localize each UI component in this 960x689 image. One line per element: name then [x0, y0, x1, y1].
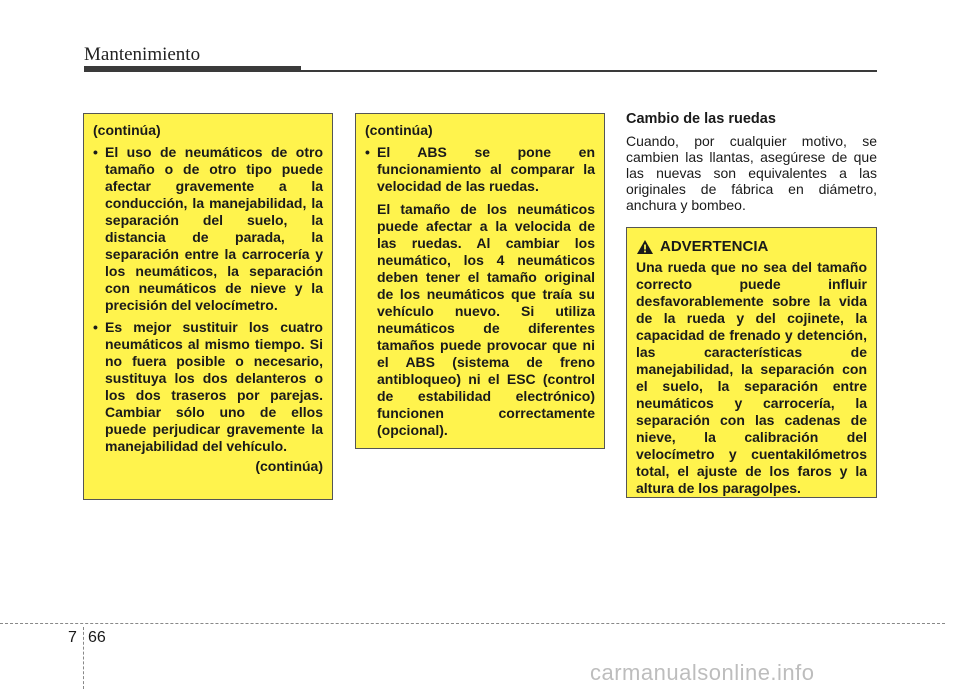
continued-label: (continúa): [93, 122, 161, 138]
section-heading: Cambio de las ruedas: [626, 111, 776, 127]
watermark: carmanualsonline.info: [590, 660, 815, 685]
warning-header: [636, 238, 867, 255]
caution-list: [365, 144, 595, 195]
footer-rule: [0, 623, 945, 624]
chapter-number: 7: [68, 629, 77, 646]
wheel-change-section: [626, 111, 877, 213]
caution-list: [93, 144, 323, 455]
continued-caution-box-1: [83, 113, 333, 500]
warning-title: ADVERTENCIA: [660, 238, 769, 255]
warning-body: Una rueda que no sea del tamaño correcto puede influir desfavorablemente sobre la vida de la rueda y del cojinete, la capacidad de frenado y detención, las características de manejabilidad, la separación con el suelo, la separación entre neumáticos y carrocería, la separación con las cadenas de nieve, la calibración del velocímetro y cuentakilómetros total, el ajuste de los faros y la altura de los paragolpes.: [636, 259, 867, 496]
section-title: Mantenimiento: [84, 44, 201, 65]
caution-item: • Es mejor sustituir los cuatro neumáticos al mismo tiempo. Si no fuera posible o necesario, sustituya los dos delanteros o los dos traseros por parejas. Cambiar sólo uno de ellos puede perjudicar gravemente la manejabilidad del vehículo.: [93, 319, 323, 455]
warning-box: [626, 227, 877, 498]
warning-triangle-icon: [636, 239, 654, 255]
header-rule-thick: [84, 66, 301, 72]
caution-paragraph: El tamaño de los neumáticos puede afectar a la velocida de las ruedas. Al cambiar los neumático, los 4 neumáticos deben tener el tamaño original de los neumáticos que traía su vehículo nuevo. Si utiliza neumáticos de diferentes tamaños puede provocar que ni el ABS (sistema de freno antibloqueo) ni el ESC (control de estabilidad electrónico) funcionen correctamente (opcional).: [377, 201, 595, 438]
continued-label: (continúa): [255, 458, 323, 474]
caution-item: • El uso de neumáticos de otro tamaño o de otro tipo puede afectar gravemente a la conducción, la manejabilidad, la separación del suelo, la distancia de parada, la separación entre la carrocería y los neumáticos, la separación con neumáticos de nieve y la precisión del velocímetro.: [93, 144, 323, 314]
section-body: Cuando, por cualquier motivo, se cambien las llantas, asegúrese de que las nuevas son equivalentes a las originales de fábrica en diámetro, anchura y bombeo.: [626, 133, 877, 213]
continued-caution-box-2: [355, 113, 605, 449]
header-rule-thin: [301, 70, 877, 72]
page-number: 66: [88, 629, 106, 646]
footer-divider: [83, 627, 84, 689]
caution-item: • El ABS se pone en funcionamiento al comparar la velocidad de las ruedas.: [365, 144, 595, 195]
continued-label: (continúa): [365, 122, 433, 138]
